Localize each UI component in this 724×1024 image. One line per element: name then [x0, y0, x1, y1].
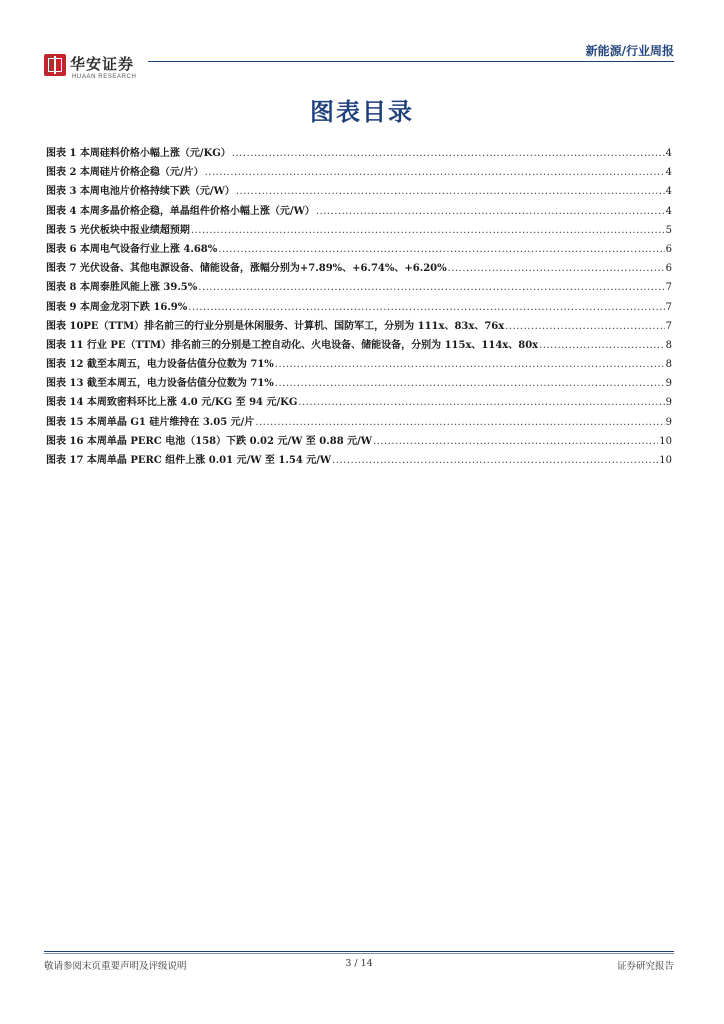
footer-divider-secondary	[44, 953, 674, 954]
toc-entry-page: 9	[665, 416, 672, 428]
toc-entry-page: 8	[665, 339, 672, 351]
page-footer	[44, 958, 674, 972]
footer-disclaimer: 敬请参阅末页重要声明及评级说明	[44, 961, 187, 972]
footer-divider	[44, 951, 674, 952]
toc-leader-dots	[448, 263, 665, 274]
toc-entry-page: 10	[659, 435, 672, 447]
toc-entry-label: 图表 3 本周电池片价格持续下跌（元/W）	[46, 186, 235, 198]
toc-leader-dots	[255, 417, 664, 428]
toc-entry-label: 图表 2 本周硅片价格企稳（元/片）	[46, 167, 204, 179]
toc-entry-page: 4	[665, 167, 672, 179]
report-type: 新能源/行业周报	[585, 44, 674, 58]
toc-entry[interactable]	[46, 221, 672, 240]
toc-leader-dots	[373, 436, 658, 447]
toc-entry-page: 7	[665, 320, 672, 332]
logo-text-cn: 华安证券	[70, 55, 135, 73]
toc-entry-label: 图表 11 行业 PE（TTM）排名前三的分别是工控自动化、火电设备、储能设备，分别为 115x、114x、80x	[46, 339, 539, 351]
toc-entry-page: 4	[665, 205, 672, 217]
toc-leader-dots	[232, 148, 665, 159]
toc-entry-label: 图表 10PE（TTM）排名前三的行业分别是休闲服务、计算机、国防军工，分别为 111x、83x、76x	[46, 320, 505, 332]
toc-entry[interactable]	[46, 393, 672, 412]
toc-leader-dots	[236, 186, 665, 197]
toc-title: 图表目录	[310, 97, 414, 126]
toc-leader-dots	[275, 378, 665, 389]
toc-entry[interactable]	[46, 278, 672, 297]
toc-leader-dots	[332, 455, 658, 466]
footer-doc-type: 证券研究报告	[616, 961, 674, 972]
page-header	[44, 40, 674, 82]
toc-entry-label: 图表 6 本周电气设备行业上涨 4.68%	[46, 243, 218, 255]
toc-entry[interactable]	[46, 317, 672, 336]
toc-entry[interactable]	[46, 163, 672, 182]
toc-entry-label: 图表 8 本周泰胜风能上涨 39.5%	[46, 282, 198, 294]
toc-entry[interactable]	[46, 202, 672, 221]
toc-entry[interactable]	[46, 355, 672, 374]
toc-leader-dots	[298, 397, 664, 408]
toc-entry-label: 图表 5 光伏板块中报业绩超预期	[46, 224, 190, 236]
toc-entry-label: 图表 4 本周多晶价格企稳，单晶组件价格小幅上涨（元/W）	[46, 205, 315, 217]
toc-entry[interactable]	[46, 144, 672, 163]
toc-entry-label: 图表 12 截至本周五，电力设备估值分位数为 71%	[46, 359, 274, 371]
toc-entry[interactable]	[46, 240, 672, 259]
toc-entry-page: 9	[665, 378, 672, 390]
toc-entry-label: 图表 9 本周金龙羽下跌 16.9%	[46, 301, 188, 313]
toc-entry-page: 8	[665, 359, 672, 371]
toc-leader-dots	[205, 167, 665, 178]
toc-entry[interactable]	[46, 413, 672, 432]
logo-emblem-icon	[44, 54, 66, 76]
toc-entry-page: 6	[665, 243, 672, 255]
toc-entry-label: 图表 1 本周硅料价格小幅上涨（元/KG）	[46, 148, 231, 159]
toc-entry-page: 10	[659, 455, 672, 466]
toc-entry-page: 7	[665, 282, 672, 294]
toc-leader-dots	[539, 340, 664, 351]
toc-leader-dots	[188, 302, 664, 313]
toc-entry-page: 4	[665, 186, 672, 198]
toc-entry-page: 5	[665, 224, 672, 236]
company-logo	[44, 54, 194, 88]
toc-entry-label: 图表 17 本周单晶 PERC 组件上涨 0.01 元/W 至 1.54 元/W	[46, 455, 332, 466]
toc-leader-dots	[316, 206, 665, 217]
toc-entry[interactable]	[46, 259, 672, 278]
toc-entry-label: 图表 14 本周致密料环比上涨 4.0 元/KG 至 94 元/KG	[46, 397, 298, 409]
toc-entry-page: 4	[665, 148, 672, 159]
toc-leader-dots	[198, 282, 664, 293]
page-number: 3 / 14	[345, 958, 373, 969]
header-divider	[148, 61, 674, 62]
toc-entry[interactable]	[46, 432, 672, 451]
toc-entry-label: 图表 16 本周单晶 PERC 电池（158）下跌 0.02 元/W 至 0.88 元/W	[46, 435, 373, 447]
toc-entry-page: 7	[665, 301, 672, 313]
toc-leader-dots	[275, 359, 665, 370]
logo-text-en: HUAAN RESEARCH	[72, 74, 137, 80]
toc-leader-dots	[191, 225, 665, 236]
toc-entry-label: 图表 13 截至本周五，电力设备估值分位数为 71%	[46, 378, 274, 390]
toc-entry-page: 6	[665, 263, 672, 275]
toc-entry[interactable]	[46, 374, 672, 393]
toc-entry[interactable]	[46, 336, 672, 355]
toc-entry[interactable]	[46, 451, 672, 470]
toc-entry-label: 图表 15 本周单晶 G1 硅片维持在 3.05 元/片	[46, 416, 255, 428]
toc-leader-dots	[218, 244, 664, 255]
toc-entry[interactable]	[46, 298, 672, 317]
table-of-figures	[46, 144, 672, 470]
toc-entry[interactable]	[46, 182, 672, 201]
toc-entry-page: 9	[665, 397, 672, 409]
toc-leader-dots	[505, 321, 664, 332]
toc-entry-label: 图表 7 光伏设备、其他电源设备、储能设备，涨幅分别为+7.89%、+6.74%、+6.20%	[46, 263, 447, 275]
